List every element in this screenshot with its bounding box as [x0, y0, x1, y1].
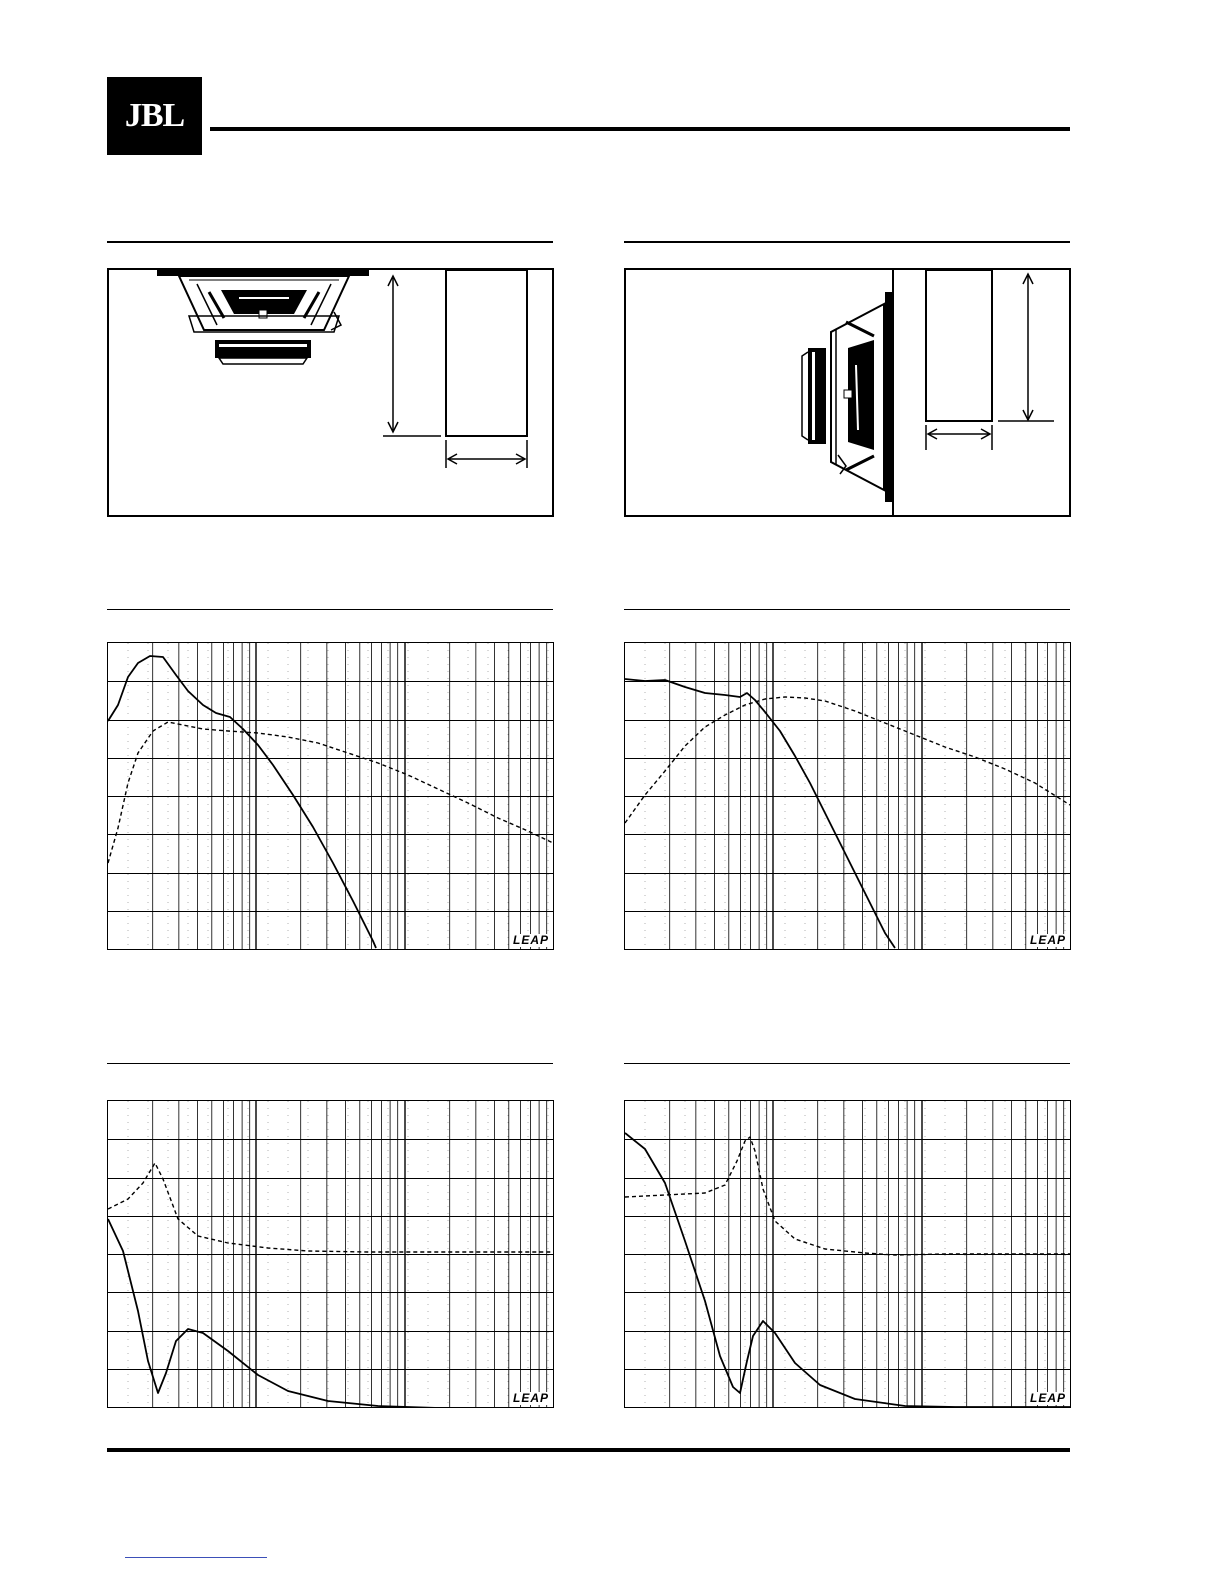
- leap-watermark: LEAP: [512, 933, 549, 947]
- plot-imp-vented: [624, 1100, 1071, 1408]
- section-rule-freq-sealed: [107, 609, 553, 610]
- plot-imp-sealed: [107, 1100, 554, 1408]
- section-rule-sealed-enclosure: [107, 241, 553, 243]
- section-rule-imp-sealed: [107, 1063, 553, 1064]
- vented-enclosure-diagram: [624, 268, 1071, 517]
- section-rule-vented-enclosure: [624, 241, 1070, 243]
- section-rule-freq-vented: [624, 609, 1070, 610]
- imp-vented-graph: [625, 1101, 1070, 1407]
- curve-dashed: [625, 1137, 1070, 1255]
- section-rule-imp-vented: [624, 1063, 1070, 1064]
- curve-dashed: [108, 722, 553, 863]
- plot-freq-sealed: [107, 642, 554, 950]
- leap-watermark: LEAP: [1029, 933, 1066, 947]
- curve-solid: [108, 1219, 553, 1407]
- grid: [108, 643, 553, 949]
- footer-rule: [107, 1448, 1070, 1452]
- curve-dashed: [108, 1163, 553, 1252]
- freq-vented-graph: [625, 643, 1070, 949]
- sealed-woofer-drawing: [109, 270, 552, 515]
- grid: [625, 1101, 1070, 1407]
- footer-link-underline: [125, 1557, 267, 1558]
- sealed-enclosure-diagram: [107, 268, 554, 517]
- jbl-logo: [107, 77, 202, 155]
- leap-watermark: LEAP: [1029, 1391, 1066, 1405]
- freq-sealed-graph: [108, 643, 553, 949]
- imp-sealed-graph: [108, 1101, 553, 1407]
- leap-watermark: LEAP: [512, 1391, 549, 1405]
- curve-dashed: [625, 697, 1070, 823]
- curve-solid: [625, 1133, 1070, 1407]
- curve-solid: [625, 679, 895, 948]
- logo-text: JBL: [124, 97, 185, 134]
- header-rule: [210, 127, 1070, 131]
- grid: [108, 1101, 553, 1407]
- vented-woofer-drawing: [626, 270, 1069, 515]
- plot-freq-vented: [624, 642, 1071, 950]
